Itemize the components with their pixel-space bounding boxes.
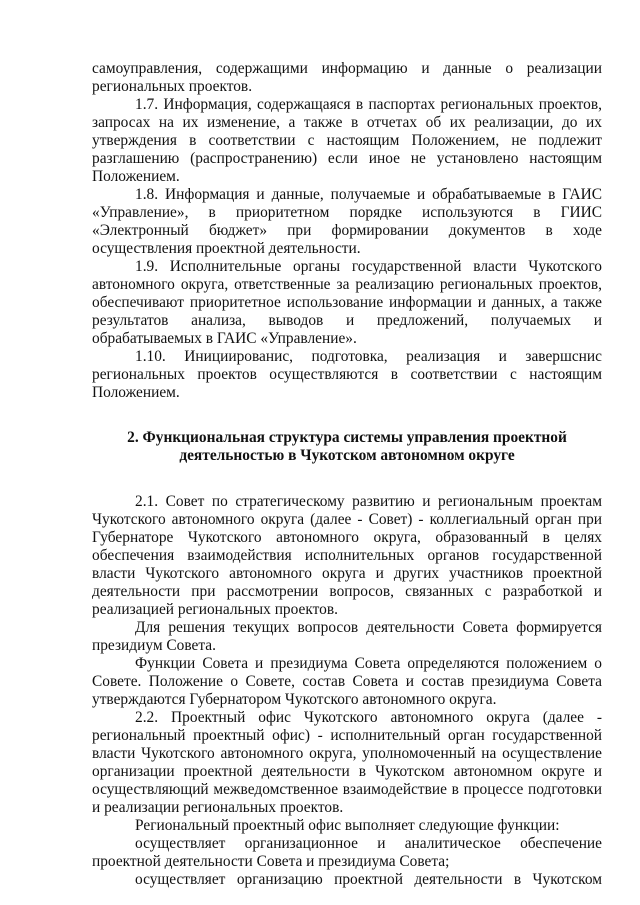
paragraph: 1.8. Информация и данные, получаемые и обрабатываемые в ГАИС «Управление», в приоритетном порядке используются в ГИИС «Электронный бюджет» при формировании документов в ходе осуществления проектной деятельности. <box>92 186 602 257</box>
paragraph: осуществляет организационное и аналитическое обеспечение проектной деятельности Совета и президиума Совета; <box>92 835 602 870</box>
paragraph: осуществляет организацию проектной деятельности в Чукотском <box>135 871 602 888</box>
paragraph: 1.10. Инициированис, подготовка, реализация и завершснис региональных проектов осуществляются в соответствии с настоящим Положением. <box>92 348 602 401</box>
paragraph: 1.9. Исполнительные органы государственной власти Чукотского автономного округа, ответственные за реализацию региональных проектов, обеспечивают приоритетное использование информации и данных, а также результатов анализа, выводов и предложений, получаемых и обрабатываемых в ГАИС «Управление». <box>92 258 602 347</box>
paragraph: 2.2. Проектный офис Чукотского автономного округа (далее - региональный проектный офис) - исполнительный орган государственной власти Чукотского автономного округа, уполномоченный на осуществление организации проектной деятельности в Чукотском автономном округе и осуществляющий межведомственное взаимодействие в процессе подготовки и реализации региональных проектов. <box>92 709 602 816</box>
paragraph: Региональный проектный офис выполняет следующие функции: <box>135 817 560 834</box>
paragraph: Для решения текущих вопросов деятельности Совета формируется президиум Совета. <box>92 619 602 654</box>
paragraph: самоуправления, содержащими информацию и данные о реализации региональных проектов. <box>92 60 602 95</box>
paragraph: 1.7. Информация, содержащаяся в паспортах региональных проектов, запросах на их изменение, а также в отчетах об их реализации, до их утверждения в соответствии с настоящим Положением, не подлежит разглашению (распространению) если иное не установлено настоящим Положением. <box>92 96 602 185</box>
section-heading-line: 2. Функциональная структура системы управления проектной <box>127 429 567 446</box>
document-page <box>92 60 602 889</box>
paragraph: 2.1. Совет по стратегическому развитию и региональным проектам Чукотского автономного округа (далее - Совет) - коллегиальный орган при Губернаторе Чукотского автономного округа, образованный в целях обеспечения взаимодействия исполнительных органов государственной власти Чукотского автономного округа и других участников проектной деятельности при рассмотрении вопросов, связанных с разработкой и реализацией региональных проектов. <box>92 493 602 618</box>
paragraph: Функции Совета и президиума Совета определяются положением о Совете. Положение о Совете, состав Совета и состав президиума Совета утверждаются Губернатором Чукотского автономного округа. <box>92 655 602 708</box>
section-heading <box>92 429 602 465</box>
paragraphs-bottom <box>92 493 602 889</box>
paragraphs-top <box>92 60 602 402</box>
section-heading-line: деятельностью в Чукотском автономном округе <box>179 447 515 464</box>
